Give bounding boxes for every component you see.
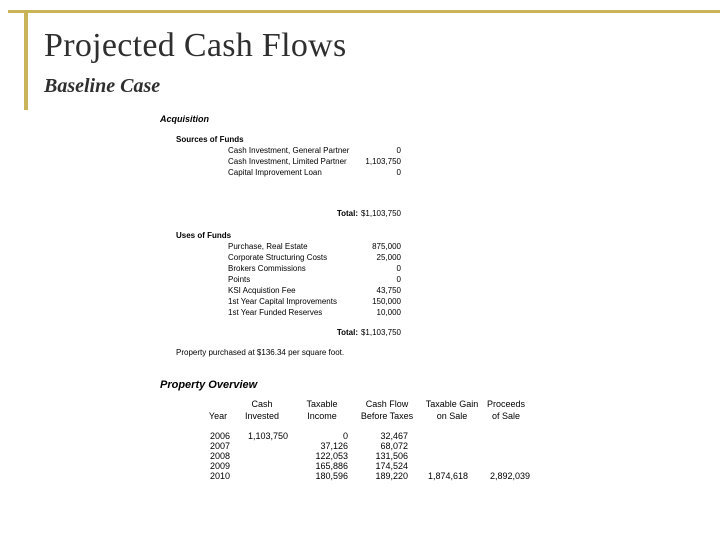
column-header: Year: [208, 411, 228, 421]
acquisition-heading: Acquisition: [160, 114, 209, 124]
uses-item-label: Purchase, Real Estate: [228, 242, 308, 251]
slide-title: Projected Cash Flows: [44, 27, 347, 64]
taxable-income-cell: 165,886: [315, 461, 348, 471]
cash-flow-cell: 68,072: [380, 441, 408, 451]
cash-flow-cell: 131,506: [375, 451, 408, 461]
year-cell: 2006: [209, 431, 231, 441]
sources-item-label: Cash Investment, Limited Partner: [228, 157, 347, 166]
uses-item-value: 875,000: [372, 242, 401, 251]
uses-item-label: 1st Year Funded Reserves: [228, 308, 323, 317]
price-per-sqft-note: Property purchased at $136.34 per square foot.: [176, 348, 345, 357]
column-header: Taxable Gain: [425, 399, 479, 409]
cash-invested-cell: 1,103,750: [247, 431, 288, 441]
taxable-income-cell: 37,126: [320, 441, 348, 451]
cash-flow-cell: 32,467: [380, 431, 408, 441]
property-overview-heading: Property Overview: [160, 379, 258, 391]
slide-subtitle: Baseline Case: [44, 75, 161, 97]
sources-item-label: Capital Improvement Loan: [228, 168, 322, 177]
uses-total-value: $1,103,750: [360, 328, 401, 337]
column-header: Before Taxes: [360, 411, 414, 421]
uses-of-funds-heading: Uses of Funds: [176, 231, 232, 240]
year-cell: 2010: [209, 471, 231, 481]
taxable-income-cell: 180,596: [315, 471, 348, 481]
column-header: Invested: [244, 411, 280, 421]
column-header: of Sale: [491, 411, 521, 421]
taxable-gain-cell: 1,874,618: [427, 471, 468, 481]
year-cell: 2009: [209, 461, 231, 471]
cash-flow-cell: 189,220: [375, 471, 408, 481]
uses-total-label: Total:: [336, 328, 358, 337]
uses-item-value: 43,750: [376, 286, 401, 295]
column-header: Cash Flow: [365, 399, 409, 409]
sources-item-value: 0: [396, 146, 401, 155]
proceeds-cell: 2,892,039: [489, 471, 530, 481]
sources-item-label: Cash Investment, General Partner: [228, 146, 350, 155]
sources-item-value: 0: [396, 168, 401, 177]
column-header: Income: [307, 411, 337, 421]
uses-item-value: 25,000: [376, 253, 401, 262]
sources-of-funds-heading: Sources of Funds: [176, 135, 244, 144]
uses-item-label: Corporate Structuring Costs: [228, 253, 328, 262]
cash-flow-cell: 174,524: [375, 461, 408, 471]
taxable-income-cell: 0: [342, 431, 348, 441]
uses-item-label: Points: [228, 275, 251, 284]
slide-frame-left-bar: [24, 10, 28, 110]
sources-total-value: $1,103,750: [360, 209, 401, 218]
uses-item-value: 0: [396, 275, 401, 284]
uses-item-value: 150,000: [372, 297, 401, 306]
sources-item-value: 1,103,750: [365, 157, 401, 166]
uses-item-value: 0: [396, 264, 401, 273]
year-cell: 2007: [209, 441, 231, 451]
sources-total-label: Total:: [336, 209, 358, 218]
uses-item-label: 1st Year Capital Improvements: [228, 297, 337, 306]
uses-item-value: 10,000: [376, 308, 401, 317]
uses-item-label: Brokers Commissions: [228, 264, 306, 273]
uses-item-label: KSI Acquistion Fee: [228, 286, 296, 295]
column-header: Cash: [251, 399, 273, 409]
slide-frame-top-bar: [8, 10, 720, 13]
column-header: on Sale: [436, 411, 468, 421]
column-header: Proceeds: [486, 399, 526, 409]
taxable-income-cell: 122,053: [315, 451, 348, 461]
column-header: Taxable: [306, 399, 338, 409]
year-cell: 2008: [209, 451, 231, 461]
